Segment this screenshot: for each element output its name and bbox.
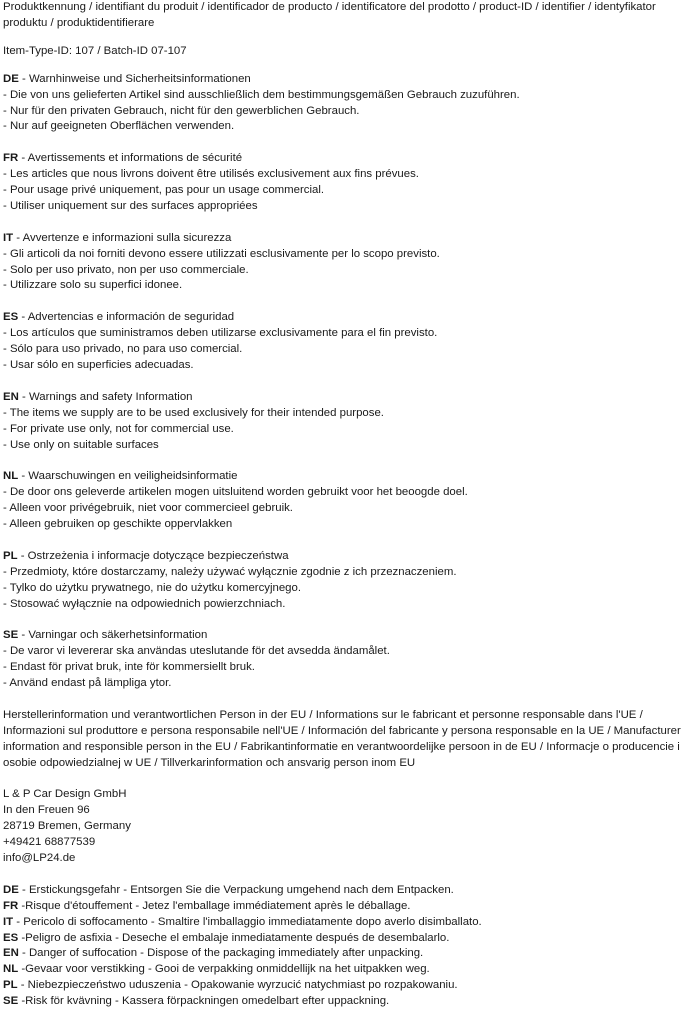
section-heading: [3, 628, 694, 644]
section-title: - Warnings and safety Information: [18, 390, 193, 403]
warning-text: - Erstickungsgefahr - Entsorgen Sie die Verpackung umgehend nach dem Entpacken.: [18, 883, 454, 896]
suffocation-warning-en: [3, 946, 694, 962]
section-heading: [3, 390, 694, 406]
list-item: - Tylko do użytku prywatnego, nie do użytku komercyjnego.: [3, 581, 301, 594]
section-title: - Avvertenze e informazioni sulla sicurezza: [13, 231, 232, 244]
language-code: SE: [3, 995, 19, 1008]
language-code: IT: [3, 915, 14, 928]
list-item: - Przedmioty, które dostarczamy, należy używać wyłącznie zgodnie z ich przeznaczeniem.: [3, 565, 457, 578]
safety-section-pl: [3, 549, 694, 629]
list-item: - Utiliser uniquement sur des surfaces appropriées: [3, 199, 258, 212]
email-address: info@LP24.de: [3, 851, 76, 864]
warning-text: -Risk för kvävning - Kassera förpackningen omedelbart efter uppackning.: [18, 995, 390, 1008]
language-code: EN: [3, 390, 19, 403]
language-code: IT: [3, 231, 14, 244]
section-heading: [3, 310, 694, 326]
language-code: FR: [3, 152, 19, 165]
suffocation-warning-pl: [3, 978, 694, 994]
list-item: - Sólo para uso privado, no para uso comercial.: [3, 343, 243, 356]
language-code: PL: [3, 549, 18, 562]
list-item: - Alleen voor privégebruik, niet voor commercieel gebruik.: [3, 502, 293, 515]
identifier-line: produktu / produktidentifierare: [3, 16, 155, 29]
list-item: - The items we supply are to be used exclusively for their intended purpose.: [3, 406, 384, 419]
language-code: ES: [3, 931, 19, 944]
company-name: L & P Car Design GmbH: [3, 788, 127, 801]
language-code: DE: [3, 883, 19, 896]
manufacturer-address: [3, 787, 694, 867]
warning-text: - Niebezpieczeństwo uduszenia - Opakowanie wyrzucić natychmiast po rozpakowaniu.: [17, 979, 458, 992]
warning-text: -Peligro de asfixia - Deseche el embalaje inmediatamente después de desembalarlo.: [18, 931, 450, 944]
language-code: SE: [3, 629, 19, 642]
section-title: - Advertencias e información de seguridad: [18, 311, 235, 324]
warning-text: - Pericolo di soffocamento - Smaltire l'imballaggio immediatamente dopo averlo disimballato.: [13, 915, 482, 928]
safety-section-en: [3, 390, 694, 470]
street-address: In den Freuen 96: [3, 804, 90, 817]
list-item: - De door ons geleverde artikelen mogen uitsluitend worden gebruikt voor het beoogde doel.: [3, 486, 468, 499]
section-heading: [3, 549, 694, 565]
list-item: - For private use only, not for commercial use.: [3, 422, 234, 435]
safety-section-nl: [3, 469, 694, 549]
list-item: - Alleen gebruiken op geschikte oppervlakken: [3, 518, 233, 531]
section-title: - Ostrzeżenia i informacje dotyczące bezpieczeństwa: [17, 549, 289, 562]
list-item: - Les articles que nous livrons doivent être utilisés exclusivement aux fins prévues.: [3, 168, 419, 181]
identifier-line: Produktkennung / identifiant du produit / identificador de producto / identificatore del prodotto / product-ID / identifier / identyfikator: [3, 1, 656, 13]
list-item: - Utilizzare solo su superfici idonee.: [3, 279, 183, 292]
list-item: - De varor vi levererar ska användas uteslutande för det avsedda ändamålet.: [3, 645, 390, 658]
city-address: 28719 Bremen, Germany: [3, 820, 131, 833]
list-item: - Använd endast på lämpliga ytor.: [3, 677, 172, 690]
suffocation-warning-es: [3, 931, 694, 947]
language-code: ES: [3, 311, 19, 324]
section-title: - Varningar och säkerhetsinformation: [18, 629, 208, 642]
safety-section-it: [3, 231, 694, 311]
list-item: - Los artículos que suministramos deben utilizarse exclusivamente para el fin previsto.: [3, 327, 438, 340]
safety-section-de: [3, 72, 694, 152]
language-code: FR: [3, 899, 19, 912]
list-item: - Gli articoli da noi forniti devono essere utilizzati esclusivamente per lo scopo previsto.: [3, 247, 440, 260]
manufacturer-heading: Herstellerinformation und verantwortlichen Person in der EU / Informations sur le fabricant et personne responsable dans l'UE / Informazioni sul produttore e persona responsabile nell'UE / Información del fabricante y persona responsable en la UE / Manufacturer information and responsible person in the EU / Fabrikantinformatie en verantwoordelijke persoon in de EU / Informacje o producencie i osobie odpowiedzialnej w UE / Tillverkarinformation och ansvarig person inom EU: [3, 708, 681, 769]
language-code: NL: [3, 963, 19, 976]
language-code: PL: [3, 979, 18, 992]
warning-text: -Risque d'étouffement - Jetez l'emballage immédiatement après le déballage.: [18, 899, 411, 912]
safety-section-es: [3, 310, 694, 390]
suffocation-warning-it: [3, 915, 694, 931]
list-item: - Usar sólo en superficies adecuadas.: [3, 358, 194, 371]
language-code: NL: [3, 470, 19, 483]
list-item: - Stosować wyłącznie na odpowiednich powierzchniach.: [3, 597, 286, 610]
list-item: - Pour usage privé uniquement, pas pour un usage commercial.: [3, 184, 325, 197]
safety-sections: [3, 72, 694, 708]
section-title: - Warnhinweise und Sicherheitsinformationen: [18, 72, 251, 85]
section-heading: [3, 231, 694, 247]
suffocation-warning-nl: [3, 962, 694, 978]
suffocation-warning-de: [3, 883, 694, 899]
section-title: - Waarschuwingen en veiligheidsinformatie: [18, 470, 238, 483]
item-type-id: Item-Type-ID: 107 / Batch-ID 07-107: [3, 44, 187, 57]
warning-text: -Gevaar voor verstikking - Gooi de verpakking onmiddellijk na het uitpakken weg.: [18, 963, 430, 976]
language-code: EN: [3, 947, 19, 960]
section-heading: [3, 72, 694, 88]
phone-number: +49421 68877539: [3, 836, 96, 849]
warning-text: - Danger of suffocation - Dispose of the packaging immediately after unpacking.: [18, 947, 424, 960]
list-item: - Endast för privat bruk, inte för kommersiellt bruk.: [3, 661, 255, 674]
list-item: - Nur für den privaten Gebrauch, nicht für den gewerblichen Gebrauch.: [3, 104, 360, 117]
section-heading: [3, 151, 694, 167]
safety-section-se: [3, 628, 694, 708]
list-item: - Use only on suitable surfaces: [3, 438, 159, 451]
suffocation-warning-fr: [3, 899, 694, 915]
suffocation-warnings: [3, 883, 694, 1010]
suffocation-warning-se: [3, 994, 694, 1010]
safety-section-fr: [3, 151, 694, 231]
list-item: - Solo per uso privato, non per uso commerciale.: [3, 263, 249, 276]
list-item: - Nur auf geeigneten Oberflächen verwenden.: [3, 120, 235, 133]
section-title: - Avertissements et informations de sécurité: [18, 152, 243, 165]
language-code: DE: [3, 72, 19, 85]
section-heading: [3, 469, 694, 485]
list-item: - Die von uns gelieferten Artikel sind ausschließlich dem bestimmungsgemäßen Gebrauch zuzuführen.: [3, 88, 520, 101]
